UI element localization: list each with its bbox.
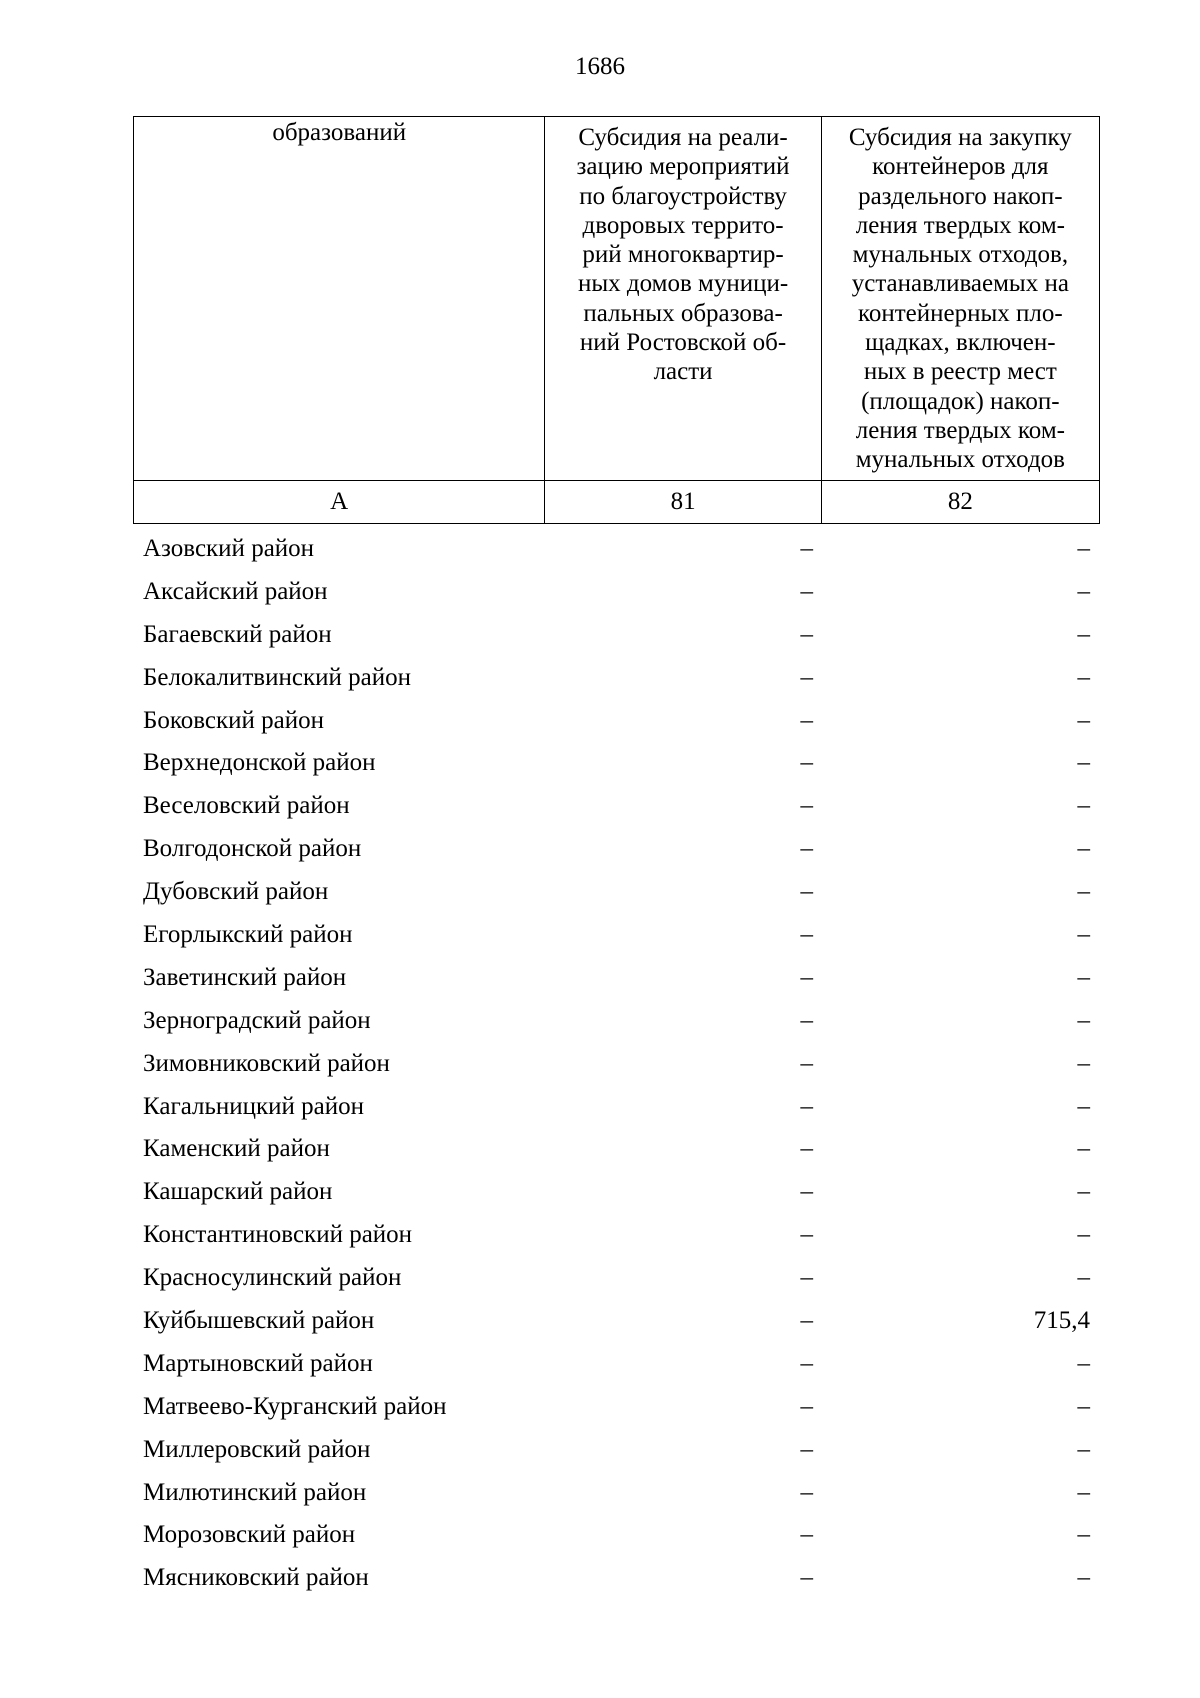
row-value-81: – [800,663,813,691]
row-value-82: – [1077,1006,1090,1034]
table-row [133,1000,1100,1043]
row-municipality-name: Азовский район [143,535,315,562]
table-row [133,742,1100,785]
row-municipality-name: Мясниковский район [143,1564,369,1592]
row-municipality-name: Милютинский район [143,1478,367,1506]
row-value-82: – [1077,835,1090,863]
column-number-81: 81 [545,481,821,524]
row-value-81: – [800,1135,813,1163]
row-value-82: – [1077,1392,1090,1420]
table-row [133,528,1100,571]
column-number-a: А [134,481,545,524]
row-value-81: – [800,620,813,648]
row-value-82: – [1077,535,1090,562]
row-value-81: – [800,835,813,863]
page-number: 1686 [575,53,625,80]
row-municipality-name: Зерноградский район [143,1006,371,1034]
table-row [133,914,1100,957]
table-row [133,828,1100,871]
row-value-81: – [800,792,813,820]
table-row [133,1386,1100,1429]
table-row [133,700,1100,743]
row-value-82: – [1077,1178,1090,1206]
header-label-subsidy-containers: Субсидия на закупку контейнеров для раздельного накоп- ления твердых ком- мунальных отходов, устанавливаемых на контейнерных пло- щадках, включен- ных в реестр мест (площадок) накоп- ления твердых ком- мунальных отходов [848,124,1072,474]
row-value-81: – [800,1435,813,1463]
row-value-82: – [1077,878,1090,906]
table-body [133,528,1100,1600]
row-value-82: – [1077,792,1090,820]
row-value-81: – [800,535,813,562]
header-cell-municipality [134,117,545,481]
row-value-82: – [1077,1435,1090,1463]
row-value-81: – [800,878,813,906]
table-header [133,116,1100,524]
row-municipality-name: Белокалитвинский район [143,663,411,691]
row-municipality-name: Красносулинский район [143,1264,402,1292]
table-row [133,1043,1100,1086]
table-row [133,1429,1100,1472]
row-value-82: – [1077,1264,1090,1292]
table-row [133,1343,1100,1386]
row-value-81: – [800,1392,813,1420]
row-value-81: – [800,1478,813,1506]
row-municipality-name: Каменский район [143,1135,330,1163]
table-row [133,957,1100,1000]
row-value-82: – [1077,963,1090,991]
row-value-82: – [1077,706,1090,734]
column-number-row [134,481,1100,524]
row-value-82: – [1077,749,1090,777]
row-value-81: – [800,1006,813,1034]
row-municipality-name: Багаевский район [143,620,332,648]
row-value-81: – [800,921,813,949]
row-value-82: – [1077,1349,1090,1377]
row-value-82: – [1077,1049,1090,1077]
row-value-81: – [800,1049,813,1077]
row-municipality-name: Константиновский район [143,1221,413,1249]
row-value-82: – [1077,577,1090,605]
row-municipality-name: Верхнедонской район [143,749,376,777]
row-value-81: – [800,1564,813,1592]
row-municipality-name: Кагальницкий район [143,1092,365,1120]
row-municipality-name: Веселовский район [143,792,350,820]
row-municipality-name: Заветинский район [143,963,347,991]
row-value-82: – [1077,663,1090,691]
row-value-81: – [800,577,813,605]
row-value-82: – [1077,1221,1090,1249]
row-value-81: – [800,749,813,777]
row-value-81: – [800,706,813,734]
header-row [134,117,1100,481]
table-row [133,871,1100,914]
table-row [133,1257,1100,1300]
table-row [133,785,1100,828]
row-municipality-name: Морозовский район [143,1521,356,1549]
header-cell-subsidy-yards [545,117,821,481]
row-municipality-name: Аксайский район [143,577,328,605]
row-value-81: – [800,1178,813,1206]
table-row [133,1514,1100,1557]
table-row [133,614,1100,657]
row-value-82: 715,4 [1033,1307,1090,1335]
table-row [133,1214,1100,1257]
row-value-82: – [1077,1135,1090,1163]
row-value-82: – [1077,620,1090,648]
row-value-81: – [800,963,813,991]
header-label-municipality: образований [272,119,407,146]
table-row [133,571,1100,614]
row-value-81: – [800,1307,813,1335]
row-municipality-name: Куйбышевский район [143,1307,375,1335]
header-cell-subsidy-containers [821,117,1099,481]
row-value-81: – [800,1221,813,1249]
column-number-82: 82 [821,481,1099,524]
row-value-82: – [1077,1478,1090,1506]
row-municipality-name: Егорлыкский район [143,921,353,949]
table-row [133,1128,1100,1171]
row-municipality-name: Кашарский район [143,1178,333,1206]
row-value-81: – [800,1092,813,1120]
row-value-81: – [800,1349,813,1377]
row-municipality-name: Волгодонской район [143,835,362,863]
row-municipality-name: Мартыновский район [143,1349,373,1377]
row-value-82: – [1077,1521,1090,1549]
row-value-81: – [800,1521,813,1549]
row-value-82: – [1077,1564,1090,1592]
row-value-82: – [1077,921,1090,949]
row-value-81: – [800,1264,813,1292]
table-row [133,657,1100,700]
row-municipality-name: Миллеровский район [143,1435,371,1463]
row-municipality-name: Матвеево-Курганский район [143,1392,447,1420]
table-row [133,1472,1100,1515]
row-municipality-name: Боковский район [143,706,324,734]
table-row [133,1086,1100,1129]
row-value-82: – [1077,1092,1090,1120]
row-municipality-name: Дубовский район [143,878,329,906]
table-row [133,1300,1100,1343]
row-municipality-name: Зимовниковский район [143,1049,390,1077]
header-label-subsidy-yards: Субсидия на реали- зацию мероприятий по благоустройству дворовых террито- рий многоквартир- ных домов муници- пальных образова- ний Ростовской об- ласти [576,124,790,386]
table-row [133,1171,1100,1214]
table-row [133,1557,1100,1600]
